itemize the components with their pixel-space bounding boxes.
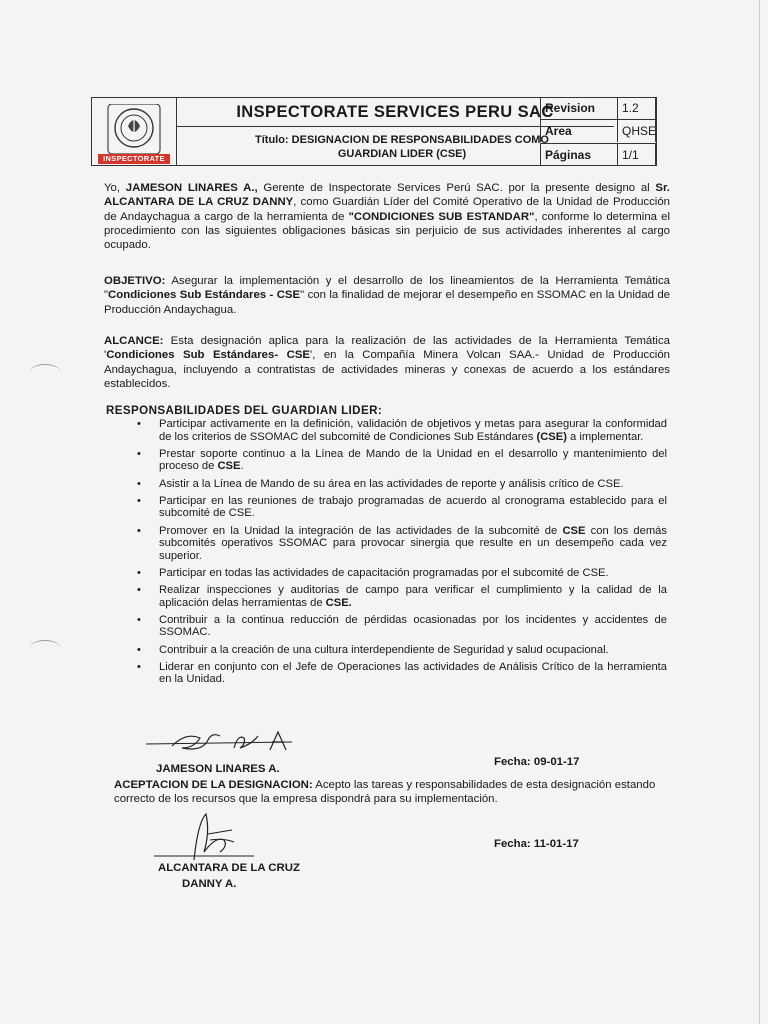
bullet-icon: • (137, 584, 141, 597)
document-meta (540, 97, 658, 166)
signer-1-name: JAMESON LINARES A. (156, 763, 280, 775)
objetivo-text: Asegurar la implementación y el desarrollo de los lineamientos de la Herramienta Temática " (104, 275, 670, 302)
punch-hole-mark (30, 640, 60, 655)
meta-value: QHSE (618, 120, 656, 142)
tool-name: "CONDICIONES SUB ESTANDAR" (348, 210, 535, 223)
signer-2-date: Fecha: 11-01-17 (494, 838, 579, 850)
objetivo-label: OBJETIVO: (104, 275, 166, 287)
aceptacion-paragraph (114, 778, 674, 807)
title-label: Título: (255, 134, 289, 146)
logo-banner: INSPECTORATE (98, 154, 170, 164)
list-item: • Participar en todas las actividades de capacitación programadas por el subcomité de CSE. (137, 566, 609, 579)
signer-2-name-line-1: ALCANTARA DE LA CRUZ (158, 862, 300, 874)
list-item: • Prestar soporte continuo a la Línea de Mando de la Unidad en el desarrollo y mantenimiento del proceso de CSE. (137, 447, 667, 473)
alcance-text: ', en la Compañía Minera Volcan SAA.- Unidad de Producción Andaychagua, incluyendo a contratistas de actividades mineras y conexas de acuerdo a los estándares establecidos. (104, 349, 670, 390)
meta-key: Páginas (540, 144, 618, 166)
meta-row-revision (540, 97, 657, 119)
signature-alcantara-icon (154, 812, 264, 862)
intro-text: , como Guardián Líder del Comité Operativo de la Unidad de Producción de Andaychagua a cargo de la herramienta de (104, 196, 671, 223)
bullet-icon: • (137, 418, 141, 430)
title-line-1: DESIGNACION DE RESPONSABILIDADES COMO (291, 134, 549, 146)
bureau-veritas-logo-icon (102, 104, 166, 154)
intro-text: Yo, (104, 182, 121, 194)
bullet-icon: • (137, 613, 141, 626)
signature-jameson-icon (142, 726, 302, 758)
document-header-table (91, 97, 657, 166)
intro-text: Gerente de Inspectorate Services Perú SAC. por la presente designo al (257, 182, 656, 194)
meta-row-paginas (540, 143, 657, 166)
designee-name: Sr. ALCANTARA DE LA CRUZ DANNY (104, 182, 670, 209)
bullet-icon: • (137, 566, 141, 579)
bullet-icon: • (137, 660, 141, 673)
bullet-icon: • (137, 524, 141, 537)
list-item: • Participar en las reuniones de trabajo programadas de acuerdo al cronograma establecido para el subcomité de CSE. (137, 494, 667, 520)
aceptacion-label: ACEPTACION DE LA DESIGNACION: (114, 779, 313, 791)
list-item: • Realizar inspecciones y auditorias de campo para verificar el cumplimiento y la calidad de la aplicación delas herramientas de CSE. (137, 584, 667, 609)
signer-2-name (158, 860, 300, 892)
list-item: • Liderar en conjunto con el Jefe de Operaciones las actividades de Análisis Crítico de la herramienta en la Unidad. (137, 660, 667, 686)
list-item: • Participar activamente en la definición, validación de objetivos y metas para asegurar la conformidad de los criterios de SSOMAC del subcomité de Condiciones Sub Estándares (CSE) a implementar. (137, 418, 667, 443)
signer-1-date: Fecha: 09-01-17 (494, 756, 580, 768)
punch-hole-mark (30, 364, 60, 379)
responsabilidades-list (135, 418, 667, 691)
meta-value: 1.2 (618, 97, 656, 119)
meta-row-area (540, 119, 657, 142)
meta-key: Area (540, 120, 618, 142)
bullet-icon: • (137, 643, 141, 656)
alcance-text: Esta designación aplica para la realización de las actividades de la Herramienta Temática ' (104, 335, 670, 362)
page-edge (759, 0, 760, 1024)
company-name: INSPECTORATE SERVICES PERU SAC (176, 99, 614, 127)
intro-paragraph (104, 181, 670, 252)
responsabilidades-title: RESPONSABILIDADES DEL GUARDIAN LIDER: (106, 404, 383, 417)
objetivo-bold: Condiciones Sub Estándares - CSE (108, 289, 301, 302)
alcance-label: ALCANCE: (104, 335, 164, 347)
alcance-bold: Condiciones Sub Estándares- CSE (106, 349, 311, 362)
alcance-paragraph (104, 334, 670, 391)
bullet-icon: • (137, 477, 141, 490)
list-item: • Promover en la Unidad la integración de las actividades de la subcomité de CSE con los demás subcomités operativos SSOMAC para provocar sinergia que resulte en un desempeño cada vez superior. (137, 524, 667, 562)
logo-cell (92, 98, 177, 165)
list-item: • Contribuir a la continua reducción de pérdidas ocasionadas por los incidentes y accidentes de SSOMAC. (137, 613, 667, 639)
title-line-2: GUARDIAN LIDER (CSE) (337, 148, 467, 160)
objetivo-paragraph (104, 274, 670, 317)
meta-key: Revision (540, 97, 618, 119)
intro-text: , conforme lo determina el procedimiento con las siguientes obligaciones básicas sin perjuicio de sus actividades inherentes al cargo ocupado. (104, 210, 670, 252)
meta-value: 1/1 (618, 144, 656, 166)
bullet-icon: • (137, 447, 141, 460)
list-item: • Contribuir a la creación de una cultura interdependiente de Seguridad y salud ocupacional. (137, 643, 609, 656)
signer-2-name-line-2: DANNY A. (182, 878, 237, 890)
objetivo-text: " con la finalidad de mejorar el desempeño en SSOMAC en la Unidad de Producción Andaychagua. (104, 289, 670, 316)
aceptacion-text: Acepto las tareas y responsabilidades de esta designación estando correcto de los recursos que la empresa dispondrá para su implementación. (114, 779, 656, 806)
list-item: • Asistir a la Línea de Mando de su área en las actividades de reporte y análisis crítico de CSE. (137, 477, 624, 490)
bullet-icon: • (137, 494, 141, 507)
manager-name: JAMESON LINARES A., (125, 182, 258, 194)
